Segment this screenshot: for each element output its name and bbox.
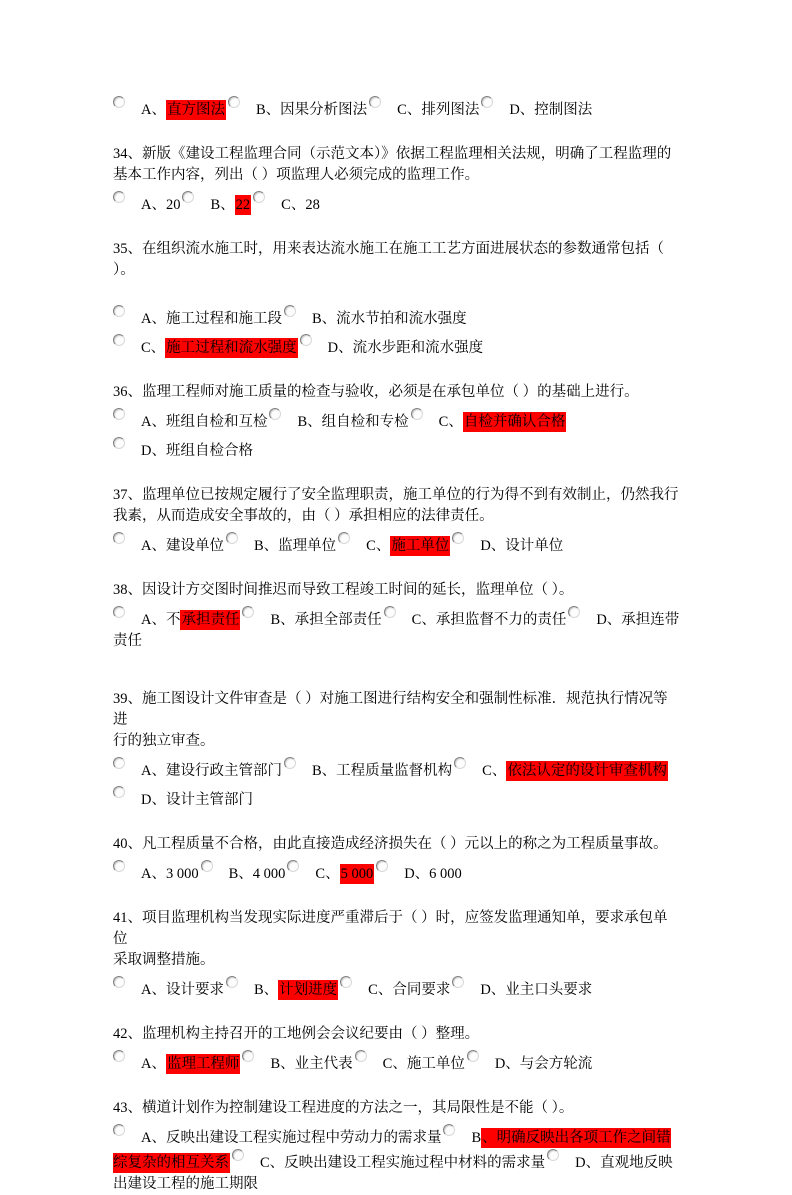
options-row — [113, 757, 680, 782]
option-D — [465, 1056, 592, 1072]
radio-button[interactable] — [113, 191, 125, 203]
question-block — [113, 382, 680, 462]
question-text — [113, 239, 680, 281]
radio-button[interactable] — [242, 1050, 254, 1062]
radio-button[interactable] — [228, 96, 240, 108]
radio-button[interactable] — [300, 334, 312, 346]
question-text — [113, 908, 680, 971]
option-C — [285, 866, 374, 882]
radio-button[interactable] — [113, 860, 125, 872]
question-text — [113, 382, 680, 403]
option-C — [409, 414, 567, 430]
options-row — [113, 334, 680, 359]
question-block — [113, 239, 680, 359]
options-row — [113, 305, 680, 330]
answer-highlight: 直方图法 — [166, 102, 225, 118]
radio-button[interactable] — [443, 1124, 455, 1136]
option-label: A、班组自检和互检 — [141, 414, 268, 430]
option-label: C、 — [366, 538, 391, 554]
answer-highlight: 依法认定的设计审查机构 — [507, 763, 667, 779]
question-block — [113, 834, 680, 885]
answer-highlight: 监理工程师 — [166, 1056, 240, 1072]
answer-highlight: 自检并确认合格 — [463, 414, 566, 430]
option-label: C、承担监督不力的责任 — [411, 612, 567, 628]
option-A — [113, 414, 267, 430]
question-block — [113, 1024, 680, 1075]
options-row — [113, 860, 680, 885]
option-C — [452, 763, 668, 779]
radio-button[interactable] — [411, 408, 423, 420]
option-C — [382, 612, 567, 628]
option-label: C、 — [438, 414, 463, 430]
question-block — [113, 908, 680, 1001]
options-row — [113, 96, 680, 121]
option-C — [230, 1155, 545, 1171]
radio-button[interactable] — [452, 976, 464, 988]
option-label: D、与会方轮流 — [494, 1056, 593, 1072]
answer-highlight: 承担责任 — [181, 612, 240, 628]
radio-button[interactable] — [113, 786, 125, 798]
option-label: C、合同要求 — [368, 982, 451, 998]
radio-button[interactable] — [452, 532, 464, 544]
radio-button[interactable] — [226, 976, 238, 988]
radio-button[interactable] — [253, 191, 265, 203]
radio-button[interactable] — [287, 860, 299, 872]
option-label: A、 — [141, 1056, 166, 1072]
option-A — [113, 538, 224, 554]
radio-button[interactable] — [226, 532, 238, 544]
radio-button[interactable] — [369, 96, 381, 108]
radio-button[interactable] — [284, 305, 296, 317]
question-block — [113, 485, 680, 557]
option-label: A、不 — [141, 612, 181, 628]
radio-button[interactable] — [384, 606, 396, 618]
option-A — [113, 1056, 240, 1072]
answer-highlight: 施工单位 — [391, 538, 450, 554]
radio-button[interactable] — [113, 437, 125, 449]
option-A — [113, 311, 282, 327]
option-label: D、设计单位 — [480, 538, 564, 554]
option-B — [282, 311, 467, 327]
question-block — [113, 144, 680, 216]
option-B — [224, 538, 336, 554]
option-label: A、设计要求 — [141, 982, 224, 998]
options-row — [113, 408, 680, 433]
options-row — [113, 437, 680, 462]
radio-button[interactable] — [481, 96, 493, 108]
option-B — [267, 414, 408, 430]
option-A — [113, 612, 240, 628]
radio-button[interactable] — [376, 860, 388, 872]
option-C — [367, 102, 479, 118]
option-A — [113, 102, 226, 118]
question-text-line: 42、监理机构主持召开的工地例会会议纪要由（ ）整理。 — [113, 1026, 480, 1042]
question-text-line: 34、新版《建设工程监理合同（示范文本）》依据工程监理相关法规，明确了工程监理的 — [113, 146, 672, 162]
option-A — [113, 197, 180, 213]
question-text — [113, 1098, 680, 1119]
option-B — [282, 763, 452, 779]
question-text-line: 36、监理工程师对施工质量的检查与验收，必须是在承包单位（ ）的基础上进行。 — [113, 384, 639, 400]
options-row — [113, 976, 680, 1001]
question-text-line: 基本工作内容，列出（ ）项监理人必须完成的监理工作。 — [113, 167, 480, 183]
option-B — [199, 866, 286, 882]
question-block — [113, 96, 680, 121]
option-label: B、流水节拍和流水强度 — [311, 311, 467, 327]
radio-button[interactable] — [113, 757, 125, 769]
option-label: A、 — [141, 102, 166, 118]
question-text-line: 我素，从而造成安全事故的，由（ ）承担相应的法律责任。 — [113, 508, 494, 524]
option-label: D、班组自检合格 — [141, 443, 253, 459]
question-text — [113, 144, 680, 186]
radio-button[interactable] — [568, 606, 580, 618]
option-D — [479, 102, 592, 118]
option-B — [240, 612, 381, 628]
option-A — [113, 763, 282, 779]
radio-button[interactable] — [113, 408, 125, 420]
option-C — [251, 197, 320, 213]
option-C — [113, 340, 298, 356]
question-text — [113, 485, 680, 527]
radio-button[interactable] — [113, 305, 125, 317]
question-text-line: 采取调整措施。 — [113, 952, 215, 968]
radio-button[interactable] — [454, 757, 466, 769]
option-label: D、设计主管部门 — [141, 792, 253, 808]
option-D — [374, 866, 462, 882]
option-label: A、3 000 — [141, 866, 199, 882]
option-label: A、反映出建设工程实施过程中劳动力的需求量 — [141, 1130, 442, 1146]
radio-button[interactable] — [467, 1050, 479, 1062]
option-label: C、施工单位 — [382, 1056, 465, 1072]
options-row — [113, 606, 680, 652]
options-row — [113, 1124, 680, 1195]
option-label: B、 — [210, 197, 235, 213]
question-text-line: 40、凡工程质量不合格，由此直接造成经济损失在（ ）元以上的称之为工程质量事故。 — [113, 836, 668, 852]
option-A — [113, 982, 224, 998]
radio-button[interactable] — [113, 532, 125, 544]
option-B — [240, 1056, 352, 1072]
option-label: B、 — [253, 982, 279, 998]
radio-button[interactable] — [113, 96, 125, 108]
question-block — [113, 580, 680, 652]
radio-button[interactable] — [340, 976, 352, 988]
radio-button[interactable] — [113, 1124, 125, 1136]
question-text — [113, 689, 680, 752]
option-label: B、因果分析图法 — [255, 102, 368, 118]
radio-button[interactable] — [232, 1149, 244, 1161]
option-label: A、施工过程和施工段 — [141, 311, 282, 327]
option-label: B — [471, 1130, 482, 1146]
option-C — [338, 982, 450, 998]
option-label: D、直观地反映出建设工程的施工期限 — [113, 1155, 673, 1192]
option-label: C、 — [141, 340, 166, 356]
question-text-line: 43、横道计划作为控制建设工程进度的方法之一，其局限性是不能（ ）。 — [113, 1100, 574, 1116]
option-label: A、建设单位 — [141, 538, 224, 554]
radio-button[interactable] — [284, 757, 296, 769]
option-label: B、工程质量监督机构 — [311, 763, 453, 779]
question-text — [113, 834, 680, 855]
option-B — [180, 197, 251, 213]
answer-highlight: 施工过程和流水强度 — [166, 340, 297, 356]
option-label: D、控制图法 — [509, 102, 593, 118]
option-C — [353, 1056, 465, 1072]
option-label: D、承担连带责任 — [113, 612, 680, 649]
radio-button[interactable] — [113, 976, 125, 988]
question-list — [113, 96, 680, 1195]
question-text-line: 37、监理单位已按规定履行了安全监理职责，施工单位的行为得不到有效制止，仍然我行 — [113, 487, 679, 503]
options-row — [113, 786, 680, 811]
option-label: C、 — [482, 763, 507, 779]
option-label: A、20 — [141, 197, 181, 213]
answer-highlight: 5 000 — [340, 866, 374, 882]
radio-button[interactable] — [242, 606, 254, 618]
option-label: C、28 — [281, 197, 320, 213]
option-D — [113, 792, 253, 808]
option-label: C、排列图法 — [397, 102, 480, 118]
option-label: D、流水步距和流水强度 — [327, 340, 484, 356]
radio-button[interactable] — [338, 532, 350, 544]
question-text-line: 35、在组织流水施工时，用来表达流水施工在施工工艺方面进展状态的参数通常包括（ ）。 — [113, 241, 668, 278]
option-label: A、建设行政主管部门 — [141, 763, 282, 779]
option-B — [226, 102, 367, 118]
option-label: B、监理单位 — [253, 538, 337, 554]
question-text-line: 行的独立审查。 — [113, 733, 215, 749]
option-label: C、反映出建设工程实施过程中材料的需求量 — [260, 1155, 546, 1171]
option-D — [113, 443, 253, 459]
radio-button[interactable] — [113, 606, 125, 618]
option-B — [224, 982, 338, 998]
answer-highlight: 22 — [235, 197, 251, 213]
option-label: B、承担全部责任 — [270, 612, 382, 628]
radio-button[interactable] — [547, 1149, 559, 1161]
radio-button[interactable] — [182, 191, 194, 203]
radio-button[interactable] — [113, 334, 125, 346]
option-C — [336, 538, 450, 554]
option-label: B、组自检和专检 — [297, 414, 409, 430]
option-label: C、 — [315, 866, 340, 882]
option-label: D、业主口头要求 — [480, 982, 593, 998]
option-label: D、6 000 — [404, 866, 462, 882]
radio-button[interactable] — [201, 860, 213, 872]
question-block — [113, 1098, 680, 1195]
options-row — [113, 191, 680, 216]
answer-highlight: 计划进度 — [279, 982, 338, 998]
options-row — [113, 1050, 680, 1075]
option-A — [113, 866, 199, 882]
radio-button[interactable] — [355, 1050, 367, 1062]
radio-button[interactable] — [113, 1050, 125, 1062]
option-A — [113, 1130, 441, 1146]
option-label: B、业主代表 — [270, 1056, 353, 1072]
option-D — [298, 340, 483, 356]
question-text-line: 41、项目监理机构当发现实际进度严重滞后于（ ）时，应签发监理通知单，要求承包单位 — [113, 910, 668, 947]
question-text-line: 38、因设计方交图时间推迟而导致工程竣工时间的延长，监理单位（ ）。 — [113, 582, 574, 598]
option-D — [450, 982, 592, 998]
answer-highlight: 、明确反映出各项工作之间错综复杂的相互关系 — [113, 1130, 671, 1171]
option-label: B、4 000 — [228, 866, 286, 882]
question-text — [113, 1024, 680, 1045]
options-row — [113, 532, 680, 557]
question-text-line: 39、施工图设计文件审查是（ ）对施工图进行结构安全和强制性标准．规范执行情况等进 — [113, 691, 668, 728]
question-block — [113, 689, 680, 811]
option-D — [450, 538, 563, 554]
radio-button[interactable] — [269, 408, 281, 420]
question-text — [113, 580, 680, 601]
